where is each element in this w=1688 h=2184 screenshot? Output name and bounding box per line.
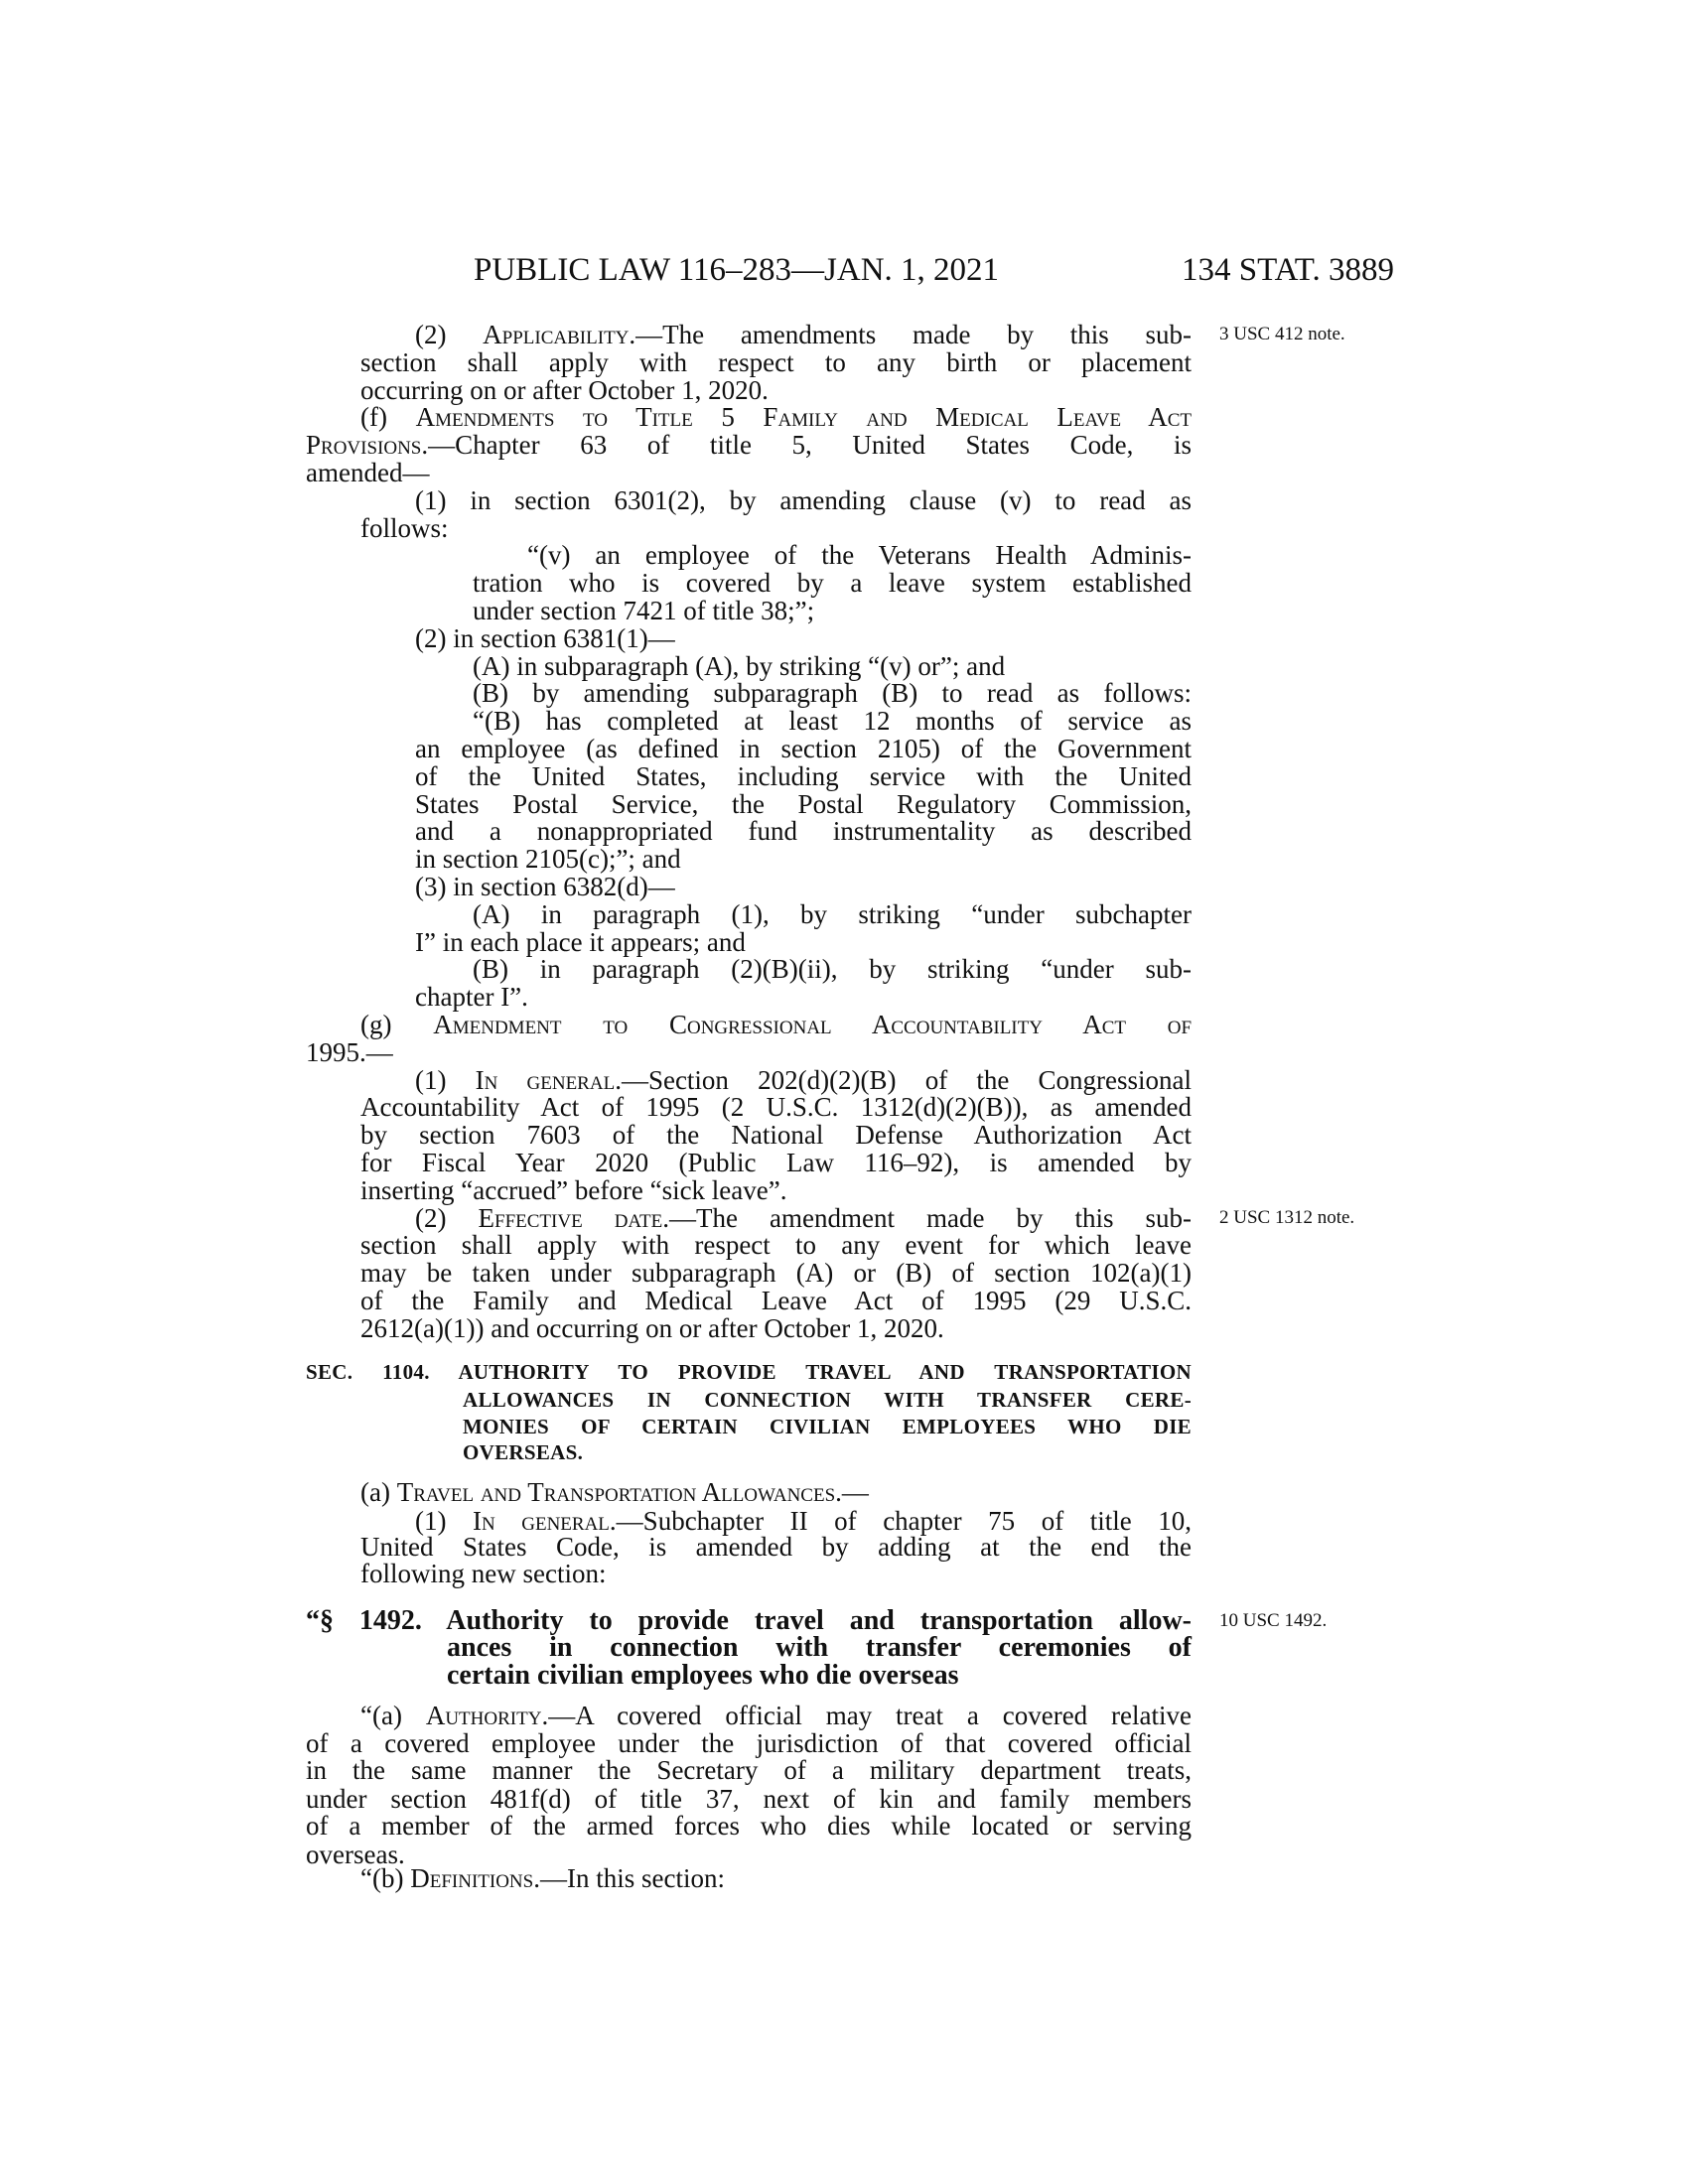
para-number: (f)	[360, 402, 416, 433]
text-line: occurring on or after October 1, 2020.	[360, 374, 769, 405]
text-line: and a nonappropriated fund instrumentality as described	[415, 816, 1192, 847]
para-text: .—The amendments made by this sub-	[629, 320, 1192, 349]
para-text: .—The amendment made by this sub-	[662, 1202, 1192, 1233]
section-heading: SEC. 1104. AUTHORITY TO PROVIDE TRAVEL AND TRANSPORTATION	[306, 1360, 1192, 1384]
text-line: tration who is covered by a leave system established	[473, 568, 1192, 599]
para-heading: In general	[475, 1064, 616, 1095]
text-line: amended—	[306, 458, 430, 487]
para-number: (1)	[415, 1506, 474, 1536]
statute-page-number: 134 STAT. 3889	[1181, 252, 1394, 288]
text-line	[306, 431, 1192, 459]
para-text: .—In this section:	[533, 1863, 725, 1893]
para-heading: Authority	[425, 1701, 542, 1730]
margin-note: 3 USC 412 note.	[1219, 324, 1345, 344]
text-line: under section 481f(d) of title 37, next of kin and family members	[306, 1784, 1192, 1814]
text-line: under section 7421 of title 38;”;	[473, 596, 815, 625]
text-line: (B) by amending subparagraph (B) to read as follows:	[473, 678, 1192, 709]
text-line	[360, 403, 1192, 431]
text-line: inserting “accrued” before “sick leave”.	[360, 1174, 787, 1205]
para-heading: In general	[473, 1506, 610, 1536]
text-line: section shall apply with respect to any birth or placement	[360, 346, 1192, 377]
text-line: (2) in section 6381(1)—	[415, 622, 675, 653]
text-line: of the Family and Medical Leave Act of 1995 (29 U.S.C.	[360, 1286, 1192, 1315]
text-line: in the same manner the Secretary of a military department treats,	[306, 1755, 1192, 1785]
text-line: in section 2105(c);”; and	[415, 844, 681, 875]
text-line	[415, 1204, 1192, 1232]
text-line	[360, 1478, 1192, 1506]
text-line: (3) in section 6382(d)—	[415, 872, 675, 901]
text-line: States Postal Service, the Postal Regulatory Commission,	[415, 788, 1192, 819]
para-heading: Provisions	[306, 430, 422, 461]
text-line: an employee (as defined in section 2105) of the Government	[415, 734, 1192, 763]
para-number: (2)	[415, 1202, 479, 1233]
para-heading: Travel and Transportation Allowances	[396, 1477, 836, 1507]
new-section-heading: ances in connection with transfer ceremonies of	[447, 1632, 1192, 1663]
text-line	[415, 1507, 1192, 1535]
text-line: chapter I”.	[415, 982, 528, 1013]
text-line	[360, 1864, 1192, 1892]
margin-note: 2 USC 1312 note.	[1219, 1207, 1355, 1228]
para-heading: Definitions	[410, 1863, 534, 1893]
text-line: (1) in section 6301(2), by amending clause (v) to read as	[415, 484, 1192, 515]
section-heading: MONIES OF CERTAIN CIVILIAN EMPLOYEES WHO DIE	[463, 1415, 1192, 1438]
text-line: following new section:	[360, 1559, 607, 1588]
new-section-heading: “§ 1492. Authority to provide travel and transportation allow-	[306, 1605, 1192, 1636]
text-line: of a member of the armed forces who dies while located or serving	[306, 1811, 1192, 1841]
para-heading: Amendment to Congressional Accountability Act of	[433, 1010, 1193, 1039]
text-line: (B) in paragraph (2)(B)(ii), by striking “under sub-	[473, 954, 1192, 985]
text-line	[415, 321, 1192, 348]
text-line: Accountability Act of 1995 (2 U.S.C. 1312(d)(2)(B)), as amended	[360, 1092, 1192, 1123]
text-line: (A) in subparagraph (A), by striking “(v) or”; and	[473, 650, 1006, 681]
text-line: (A) in paragraph (1), by striking “under subchapter	[473, 898, 1192, 929]
text-line	[360, 1011, 1192, 1038]
para-text: .—Chapter 63 of title 5, United States Code, is	[421, 430, 1192, 461]
para-number: (2)	[415, 320, 484, 349]
para-text: .—Subchapter II of chapter 75 of title 10,	[609, 1506, 1192, 1536]
text-line: may be taken under subparagraph (A) or (B) of section 102(a)(1)	[360, 1258, 1192, 1289]
text-line	[415, 1066, 1192, 1094]
section-heading: ALLOWANCES IN CONNECTION WITH TRANSFER CERE-	[463, 1388, 1192, 1412]
text-line: by section 7603 of the National Defense Authorization Act	[360, 1120, 1192, 1151]
text-line: “(v) an employee of the Veterans Health Adminis-	[527, 540, 1192, 571]
para-text: .—Section 202(d)(2)(B) of the Congressional	[615, 1064, 1192, 1095]
text-line: of a covered employee under the jurisdiction of that covered official	[306, 1728, 1192, 1758]
para-number: (1)	[415, 1064, 476, 1095]
text-line: 1995.—	[306, 1036, 393, 1067]
new-section-heading: certain civilian employees who die overseas	[447, 1660, 959, 1691]
text-line: of the United States, including service with the United	[415, 760, 1192, 791]
para-heading: Applicability	[483, 320, 630, 349]
para-heading: Effective date	[478, 1202, 663, 1233]
text-line: section shall apply with respect to any event for which leave	[360, 1230, 1192, 1261]
text-line: follows:	[360, 512, 449, 543]
text-line: for Fiscal Year 2020 (Public Law 116–92), is amended by	[360, 1148, 1192, 1177]
text-line	[360, 1702, 1192, 1729]
text-line: 2612(a)(1)) and occurring on or after October 1, 2020.	[360, 1312, 944, 1343]
para-number: “(a)	[360, 1701, 426, 1730]
margin-note: 10 USC 1492.	[1219, 1610, 1328, 1631]
para-number: “(b)	[360, 1863, 411, 1893]
text-line: I” in each place it appears; and	[415, 926, 746, 957]
section-heading: OVERSEAS.	[463, 1440, 584, 1464]
para-text: .—A covered official may treat a covered relative	[541, 1701, 1192, 1730]
para-text: .—	[835, 1477, 869, 1507]
text-line: overseas.	[306, 1840, 405, 1869]
para-heading: Amendments to Title 5 Family and Medical Leave Act	[415, 402, 1192, 433]
para-number: (g)	[360, 1010, 434, 1039]
text-line: “(B) has completed at least 12 months of service as	[473, 706, 1192, 737]
text-line: United States Code, is amended by adding at the end the	[360, 1532, 1192, 1562]
running-head-title: PUBLIC LAW 116–283—JAN. 1, 2021	[474, 252, 1000, 288]
para-number: (a)	[360, 1477, 397, 1507]
